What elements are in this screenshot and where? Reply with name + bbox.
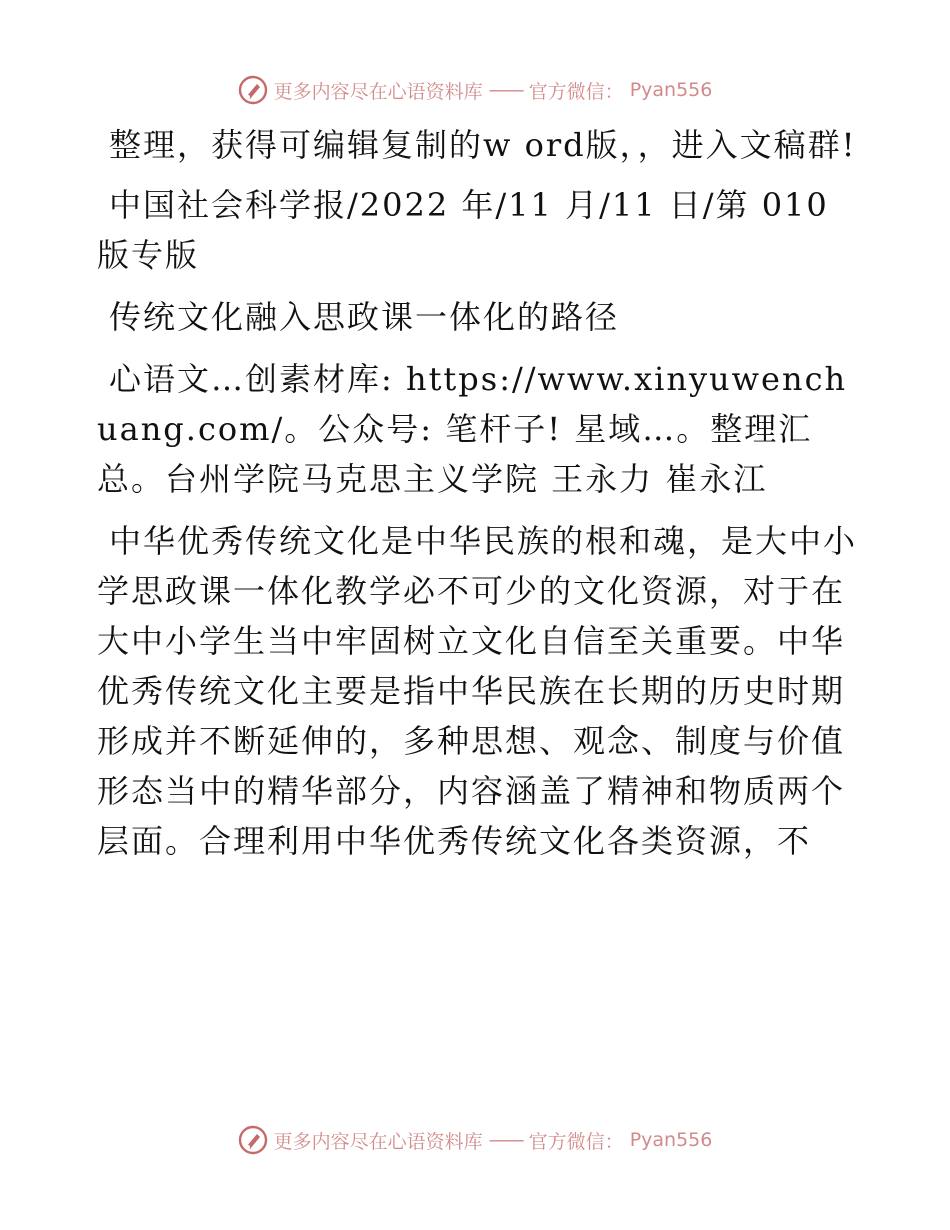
watermark-wechat: Pyan556: [629, 1129, 713, 1151]
pen-logo-icon: [238, 75, 268, 105]
header-watermark: [0, 70, 950, 110]
document-body: [97, 120, 857, 866]
watermark-official: 官方微信：: [528, 80, 624, 103]
watermark-dash: ——: [488, 1129, 523, 1151]
byline-paragraph: 心语文…创素材库: https://www.xinyuwenchuang.com/。公众号: 笔杆子! 星域…。整理汇总。台州学院马克思主义学院 王永力 崔永江: [97, 360, 848, 498]
watermark-text: 更多内容尽在心语资料库: [273, 80, 483, 103]
body-paragraph: 中华优秀传统文化是中华民族的根和魂，是大中小学思政课一体化教学必不可少的文化资源，对于在大中小学生当中牢固树立文化自信至关重要。中华优秀传统文化主要是指中华民族在长期的历史时期形成并不断延伸的，多种思想、观念、制度与价值形态当中的精华部分，内容涵盖了精神和物质两个层面。合理利用中华优秀传统文化各类资源，不: [97, 522, 858, 860]
watermark-text: 更多内容尽在心语资料库: [273, 1130, 483, 1153]
watermark-official: 官方微信：: [528, 1130, 624, 1153]
article-title: 传统文化融入思政课一体化的路径: [109, 298, 620, 336]
footer-watermark: [0, 1120, 950, 1160]
source-line: 中国社会科学报/2022 年/11 月/11 日/第 010 版专版: [97, 186, 829, 274]
watermark-dash: ——: [488, 79, 523, 101]
intro-paragraph: 整理，获得可编辑复制的w ord版，，进入文稿群!: [109, 126, 857, 164]
watermark-wechat: Pyan556: [629, 79, 713, 101]
pen-logo-icon: [238, 1125, 268, 1155]
